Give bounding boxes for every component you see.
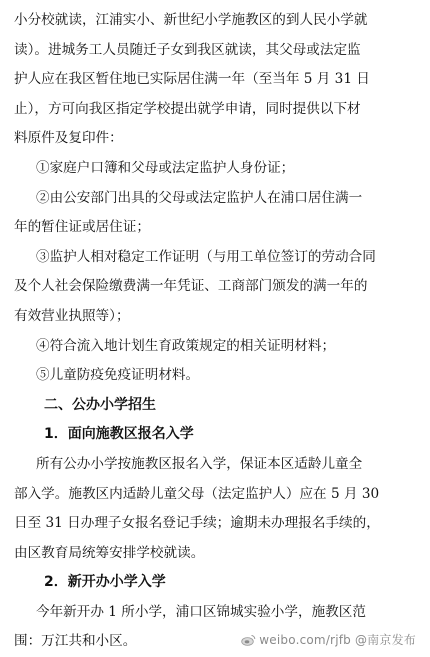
weibo-logo-icon — [241, 634, 256, 646]
subsection-heading-2: 2．新开办小学入学 — [44, 574, 166, 591]
text-line-18: 日至 31 日办理子女报名登记手续；逾期未办理报名手续的， — [14, 515, 380, 532]
text-line-1: 小分校就读，江浦实小、新世纪小学施教区的到人民小学就 — [14, 12, 368, 28]
list-item-3: ③监护人相对稳定工作证明（与用工单位签订的劳动合同 — [36, 248, 376, 265]
watermark-text: weibo.com/rjfb @南京发布 — [259, 633, 416, 647]
text-line-16: 所有公办小学按施教区报名入学，保证本区适龄儿童全 — [36, 455, 363, 472]
text-line-2: 读）。进城务工人员随迁子女到我区就读，其父母或法定监 — [14, 41, 361, 58]
subsection-heading-1: 1．面向施教区报名入学 — [44, 426, 194, 443]
text-line-19: 由区教育局统筹安排学校就读。 — [14, 544, 205, 561]
list-item-4: ④符合流入地计划生育政策规定的相关证明材料； — [36, 337, 336, 354]
list-item-2: ②由公安部门出具的父母或法定监护人在浦口居住满一 — [36, 189, 363, 206]
text-line-5: 料原件及复印件： — [14, 130, 123, 147]
list-item-5: ⑤儿童防疫免疫证明材料。 — [36, 367, 200, 384]
text-line-3: 护人应在我区暂住地已实际居住满一年（至当年 5 月 31 日 — [14, 71, 370, 88]
section-heading: 二、公办小学招生 — [44, 396, 156, 413]
weibo-watermark — [241, 631, 416, 648]
list-item-1: ①家庭户口簿和父母或法定监护人身份证； — [36, 159, 295, 176]
text-line-22: 围：万江共和小区。 — [14, 633, 137, 650]
list-item-3-continued-b: 有效营业执照等）； — [14, 307, 130, 324]
text-line-21: 今年新开办 1 所小学，浦口区锦城实验小学，施教区范 — [36, 603, 366, 620]
list-item-2-continued: 年的暂住证或居住证； — [14, 219, 150, 236]
text-line-17: 部入学。施教区内适龄儿童父母（法定监护人）应在 5 月 30 — [14, 485, 380, 502]
text-line-4: 止），方可向我区指定学校提出就学申请，同时提供以下材 — [14, 100, 361, 117]
list-item-3-continued-a: 及个人社会保险缴费满一年凭证、工商部门颁发的满一年的 — [14, 278, 368, 295]
